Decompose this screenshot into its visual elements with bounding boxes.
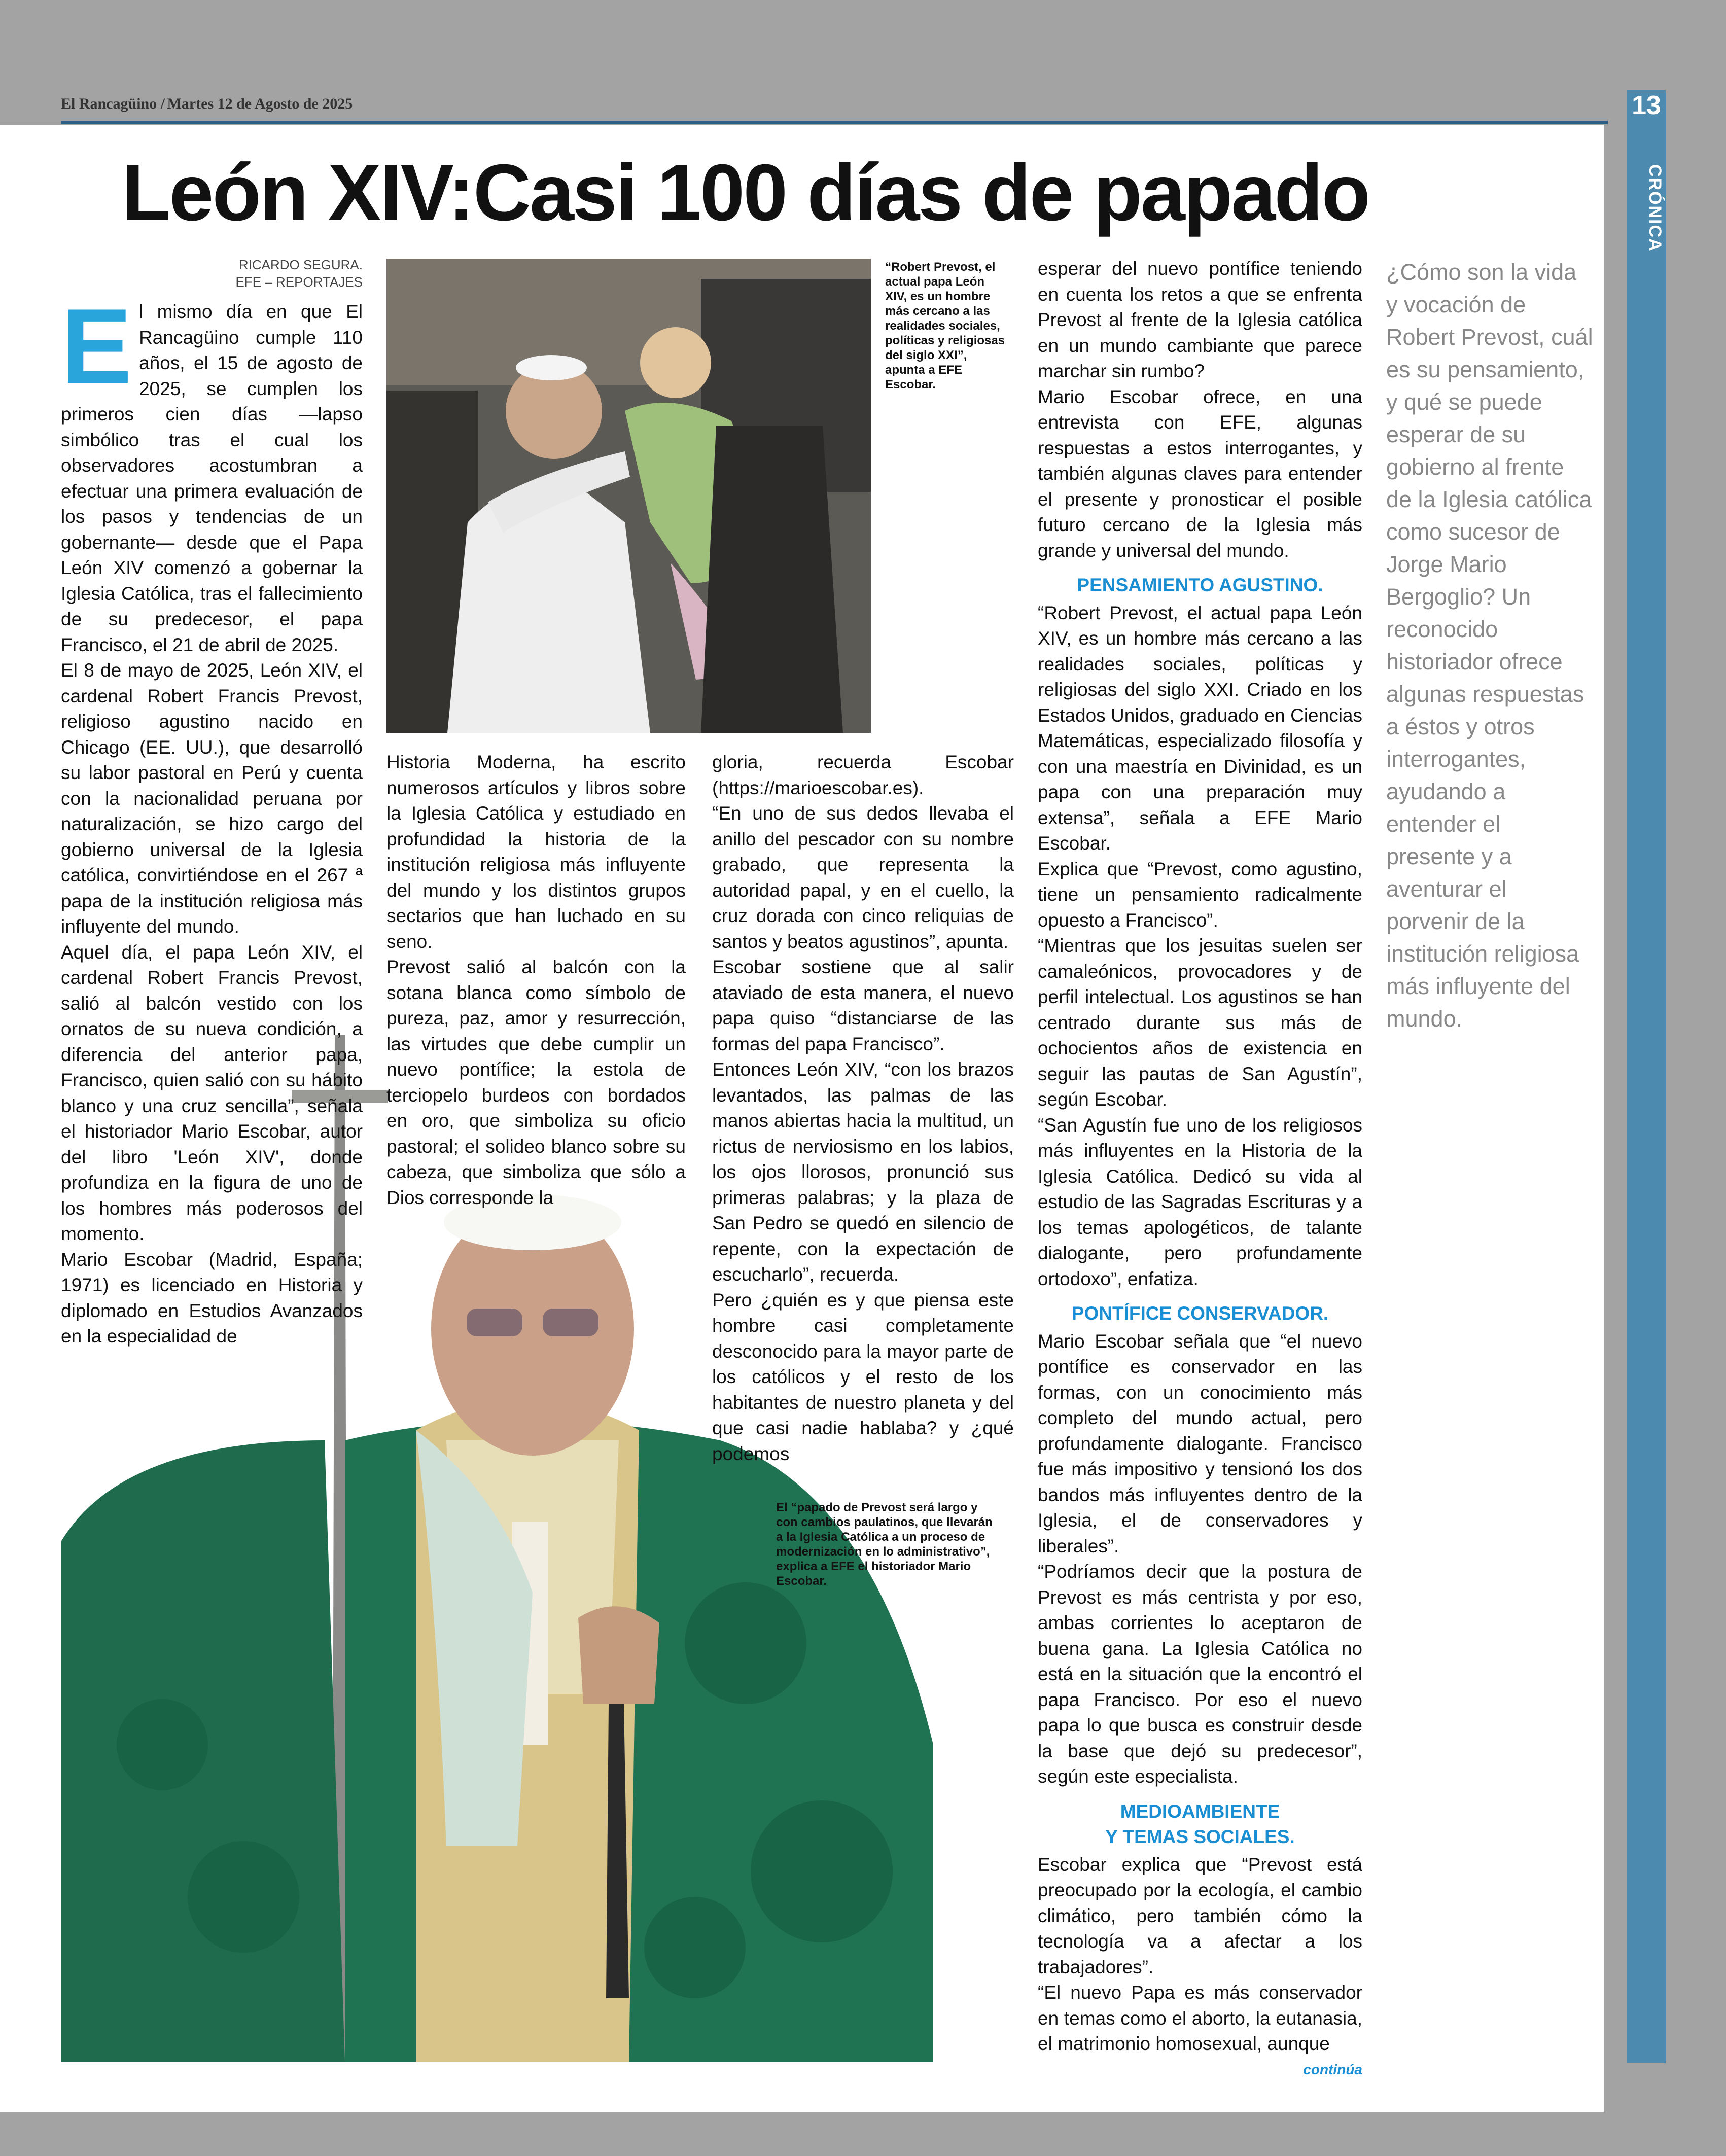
headline: León XIV:Casi 100 días de papado [122,148,1369,237]
paragraph: El 8 de mayo de 2025, León XIV, el cardenal Robert Francis Prevost, religioso agustino nacido en Chicago (EE. UU.), que desarrolló su labor pastoral en Perú y cuenta con la nacionalidad peruana por naturalización, se hizo cargo del gobierno universal de la Iglesia católica, convirtiéndose en el 267 ª papa de la institución religiosa más influyente del mundo. [61,660,363,937]
drop-cap: E [61,287,132,406]
page-number: 13 [1632,91,1661,120]
subhead-conservador: PONTÍFICE CONSERVADOR. [1071,1303,1329,1324]
section-label: CRÓNICA [1645,164,1665,252]
paragraph: Explica que “Prevost, como agustino, tiene un pensamiento radicalmente opuesto a Francisco”. [1038,858,1362,931]
paragraph: “San Agustín fue uno de los religiosos más influyentes en la Historia de la Iglesia Católica. Dedicó su vida al estudio de las Sagradas Escrituras y a los temas apologéticos, de talante dialogante, pero profundamente ortodoxo”, enfatiza. [1038,1114,1362,1289]
column-4 [1038,256,1362,2082]
column-2 [386,750,686,1211]
byline [167,256,363,291]
paragraph: esperar del nuevo pontífice teniendo en cuenta los retos a que se enfrenta Prevost al frente de la Iglesia católica en un mundo cambiante que parece marchar sin rumbo? [1038,258,1362,381]
paragraph: “Podríamos decir que la postura de Prevost es más centrista y por eso, ambas corrientes lo aceptaron de buena gana. La Iglesia Católica no está en la situación que la encontró el papa Francisco. Por eso el nuevo papa lo que busca es construir desde la base que dejó su predecesor”, según este especialista. [1038,1561,1362,1787]
photo-pope-child-image [386,259,871,733]
paragraph: Aquel día, el papa León XIV, el cardenal Robert Francis Prevost, salió al balcón vestido con los ornatos de su nueva condición, a diferencia del anterior papa, Francisco, quien salió con su hábito blanco y una cruz sencilla”, señala el historiador Mario Escobar, autor del libro 'León XIV', donde profundiza en la figura de uno de los hombres más poderosos del momento. [61,941,363,1244]
issue-date: Martes 12 de Agosto de 2025 [167,95,353,112]
paragraph: “Robert Prevost, el actual papa León XIV, es un hombre más cercano a las realidades sociales, políticas y religiosas del siglo XXI. Criado en los Estados Unidos, graduado en Ciencias Matemáticas, especializado filosofía y con una maestría en Divinidad, es un papa con una preparación muy extensa”, señala a EFE Mario Escobar. [1038,602,1362,854]
subhead-line-1: MEDIOAMBIENTE [1120,1800,1280,1822]
subhead-pensamiento: PENSAMIENTO AGUSTINO. [1077,575,1323,595]
column-1 [61,287,363,1350]
caption-photo-1: “Robert Prevost, el actual papa León XIV, es un hombre más cercano a las realidades sociales, políticas y religiosas del siglo XXI”, apunta a EFE Escobar. [885,260,1005,392]
paragraph: “El nuevo Papa es más conservador en temas como el aborto, la eutanasia, el matrimonio homosexual, aunque [1038,1982,1362,2054]
paragraph: “En uno de sus dedos llevaba el anillo del pescador con su nombre grabado, que representa la autoridad papal, y en el cuello, la cruz dorada con cinco reliquias de santos y beatos agustinos”, apunta. [712,803,1014,952]
paragraph: Pero ¿quién es y que piensa este hombre casi completamente desconocido para la mayor parte de los católicos y el resto de los habitantes de nuestro planeta y del que casi nadie hablaba? y ¿qué podemos [712,1289,1014,1464]
caption-photo-2: El “papado de Prevost será largo y con cambios paulatinos, que llevarán a la Iglesia Católica a un proceso de modernización en lo administrativo”, explica a EFE el historiador Mario Escobar. [776,1501,993,1588]
pull-quote: ¿Cómo son la vida y vocación de Robert Prevost, cuál es su pensamiento, y qué se puede esperar de su gobierno al frente de la Iglesia católica como sucesor de Jorge Mario Bergoglio? Un reconocido historiador ofrece algunas respuestas a éstos y otros interrogantes, ayudando a entender el presente y a aventurar el porvenir de la institución religiosa más influyente del mundo. [1386,259,1593,1032]
paragraph: Escobar explica que “Prevost está preocupado por la ecología, el cambio climático, pero también cómo la tecnología va a afectar a los trabajadores”. [1038,1854,1362,1977]
subhead-medioambiente [1038,1799,1362,1850]
header-rule [61,121,1608,124]
running-header [61,95,1572,120]
paragraph: Mario Escobar (Madrid, España; 1971) es licenciado en Historia y diplomado en Estudios Avanzados en la especialidad de [61,1249,363,1347]
byline-author: RICARDO SEGURA. [238,257,363,272]
paragraph: Historia Moderna, ha escrito numerosos artículos y libros sobre la Iglesia Católica y estudiado en profundidad la historia de la institución religiosa más influyente del mundo y los distintos grupos sectarios que han luchado en su seno. [386,752,686,952]
paragraph: Entonces León XIV, “con los brazos levantados, las palmas de las manos abiertas hacia la multitud, un rictus de nerviosismo en los labios, los ojos llorosos, pronunció sus primeras palabras; y la plaza de San Pedro se quedó en silencio de repente, con la expectación de escucharlo”, recuerda. [712,1059,1014,1285]
paragraph: Mario Escobar ofrece, en una entrevista con EFE, algunas respuestas a estos interrogantes, y también algunas claves para entender el presente y pronosticar el posible futuro cercano de la Iglesia más grande y universal del mundo. [1038,386,1362,561]
subhead-line-2: Y TEMAS SOCIALES. [1105,1826,1295,1847]
paragraph [61,287,363,658]
continua-label: continúa [1303,2061,1362,2077]
lead-text: l mismo día en que El Rancagüino cumple 110 años, el 15 de agosto de 2025, se cumplen los primeros cien días —lapso simbólico tras el cual los observadores acostumbran a efectuar una primera evaluación de los pasos y tendencias de un gobernante— desde que el Papa León XIV comenzó a gobernar la Iglesia Católica, tras el fallecimiento de su predecesor, el papa Francisco, el 21 de abril de 2025. [61,301,363,655]
section-tab [1627,90,1666,2063]
paragraph: Mario Escobar señala que “el nuevo pontífice es conservador en las formas, con un conocimiento más completo del mundo actual, pero profundamente dialogante. Francisco fue más impositivo y tensionó los dos bandos más influyentes dentro de la Iglesia, el de conservadores y liberales”. [1038,1330,1362,1557]
paragraph: Prevost salió al balcón con la sotana blanca como símbolo de pureza, paz, amor y resurrección, las virtudes que debe cumplir un nuevo pontífice; la estola de terciopelo burdeos con bordados en oro, que simboliza su oficio pastoral; el solideo blanco sobre su cabeza, que simboliza que sólo a Dios corresponde la [386,957,686,1208]
paragraph: Escobar sostiene que al salir ataviado de esta manera, el nuevo papa quiso “distanciarse de las formas del papa Francisco”. [712,957,1014,1054]
paragraph: “Mientras que los jesuitas suelen ser camaleónicos, provocadores y de perfil intelectual. Los agustinos se han centrado durante sus más de ochocientos años de existencia en seguir las pautas de San Agustín”, según Escobar. [1038,935,1362,1110]
column-3 [712,750,1014,1467]
paper-name: El Rancagüino / [61,95,165,112]
paragraph: gloria, recuerda Escobar (https://marioescobar.es). [712,752,1014,798]
photo-pope-child [386,259,871,733]
byline-agency: EFE – REPORTAJES [235,274,363,290]
